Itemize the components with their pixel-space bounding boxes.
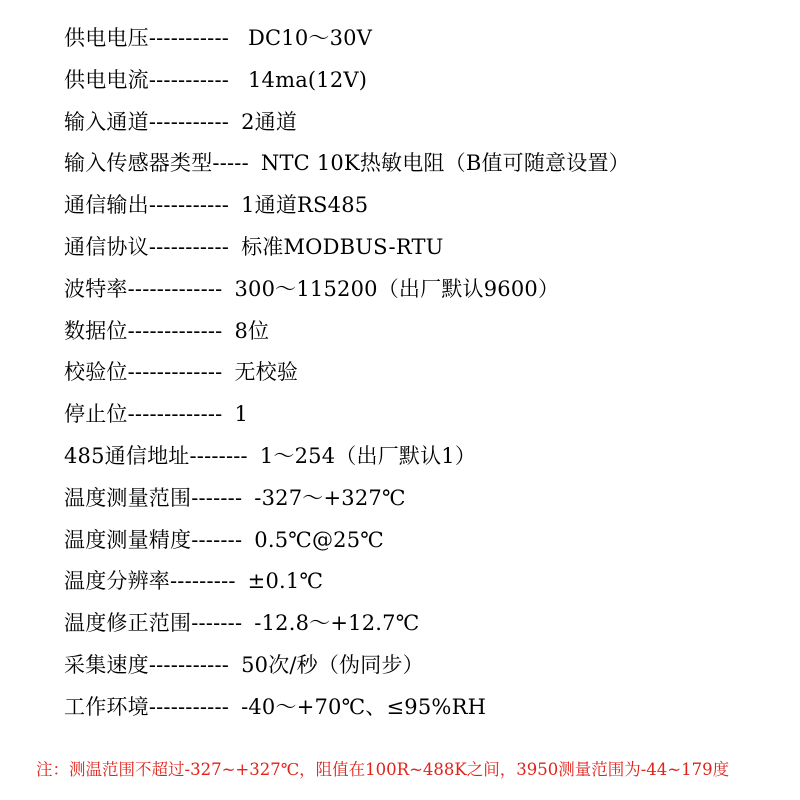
spec-row-temp-accuracy [64, 520, 784, 562]
spec-value: 14ma(12V) [241, 67, 368, 92]
spec-dashes: ----------- [148, 234, 230, 259]
spec-list [64, 18, 784, 729]
spec-dashes: ------------- [127, 402, 223, 427]
spec-row-supply-voltage [64, 18, 784, 60]
spec-label: 温度分辨率 [64, 569, 170, 594]
spec-label: 485通信地址 [64, 443, 190, 468]
footnote: 注：测温范围不超过-327~+327℃，阻值在100R~488K之间，3950测量范围为-44~179度 [36, 760, 730, 779]
spec-dashes: ----------- [148, 694, 230, 719]
spec-value: DC10～30V [241, 26, 373, 50]
spec-row-485-address [64, 436, 784, 478]
spec-row-data-bits [64, 311, 784, 353]
spec-label: 供电电压 [64, 26, 149, 50]
spec-label: 工作环境 [64, 694, 149, 719]
spec-label: 停止位 [64, 402, 128, 427]
spec-label: 输入传感器类型 [64, 151, 213, 176]
spec-value: 300～115200（出厂默认9600） [234, 276, 560, 301]
spec-dashes: ------------- [127, 360, 223, 385]
spec-value: NTC 10K热敏电阻（B值可随意设置） [260, 151, 630, 176]
spec-row-comm-output [64, 185, 784, 227]
spec-dashes: ----------- [148, 109, 230, 134]
spec-label: 数据位 [64, 318, 128, 343]
spec-label: 温度测量精度 [64, 527, 192, 552]
spec-value: ±0.1℃ [247, 569, 324, 594]
spec-dashes: ------- [191, 611, 243, 636]
spec-label: 输入通道 [64, 109, 149, 134]
spec-value: 1～254（出厂默认1） [259, 443, 477, 468]
spec-row-parity [64, 352, 784, 394]
spec-label: 通信协议 [64, 234, 149, 259]
spec-row-sample-rate [64, 645, 784, 687]
spec-value: -12.8～+12.7℃ [254, 611, 420, 636]
spec-value: 8位 [234, 318, 270, 343]
spec-label: 温度测量范围 [64, 485, 192, 510]
spec-row-stop-bits [64, 394, 784, 436]
spec-row-sensor-type [64, 143, 784, 185]
spec-dashes: ----------- [148, 26, 230, 50]
spec-value: 标准MODBUS-RTU [241, 234, 444, 259]
spec-row-comm-protocol [64, 227, 784, 269]
spec-label: 采集速度 [64, 652, 149, 677]
spec-row-temp-correction [64, 603, 784, 645]
spec-value: 1 [234, 402, 249, 427]
spec-value: 1通道RS485 [241, 193, 369, 218]
spec-dashes: ------------- [127, 276, 223, 301]
spec-dashes: --------- [170, 569, 236, 594]
spec-row-supply-current [64, 60, 784, 102]
spec-row-temp-range [64, 478, 784, 520]
spec-row-temp-resolution [64, 561, 784, 603]
spec-dashes: ------- [191, 485, 243, 510]
spec-row-baud-rate [64, 269, 784, 311]
spec-dashes: ----------- [148, 652, 230, 677]
spec-value: 0.5℃@25℃ [254, 527, 384, 552]
spec-label: 供电电流 [64, 67, 149, 92]
spec-row-environment [64, 687, 784, 729]
spec-value: 无校验 [234, 360, 299, 385]
spec-value: 2通道 [241, 109, 298, 134]
spec-value: 50次/秒（伪同步） [241, 652, 424, 677]
spec-label: 校验位 [64, 360, 128, 385]
spec-row-input-channels [64, 102, 784, 144]
spec-dashes: ------- [191, 527, 243, 552]
spec-value: -40～+70℃、≤95%RH [241, 694, 487, 719]
spec-value: -327～+327℃ [254, 485, 406, 510]
spec-dashes: ----------- [148, 193, 230, 218]
spec-dashes: ------------- [127, 318, 223, 343]
spec-dashes: ----------- [148, 67, 230, 92]
spec-dashes: ----- [212, 151, 249, 176]
spec-dashes: -------- [189, 443, 248, 468]
spec-label: 温度修正范围 [64, 611, 192, 636]
spec-label: 通信输出 [64, 193, 149, 218]
spec-label: 波特率 [64, 276, 128, 301]
